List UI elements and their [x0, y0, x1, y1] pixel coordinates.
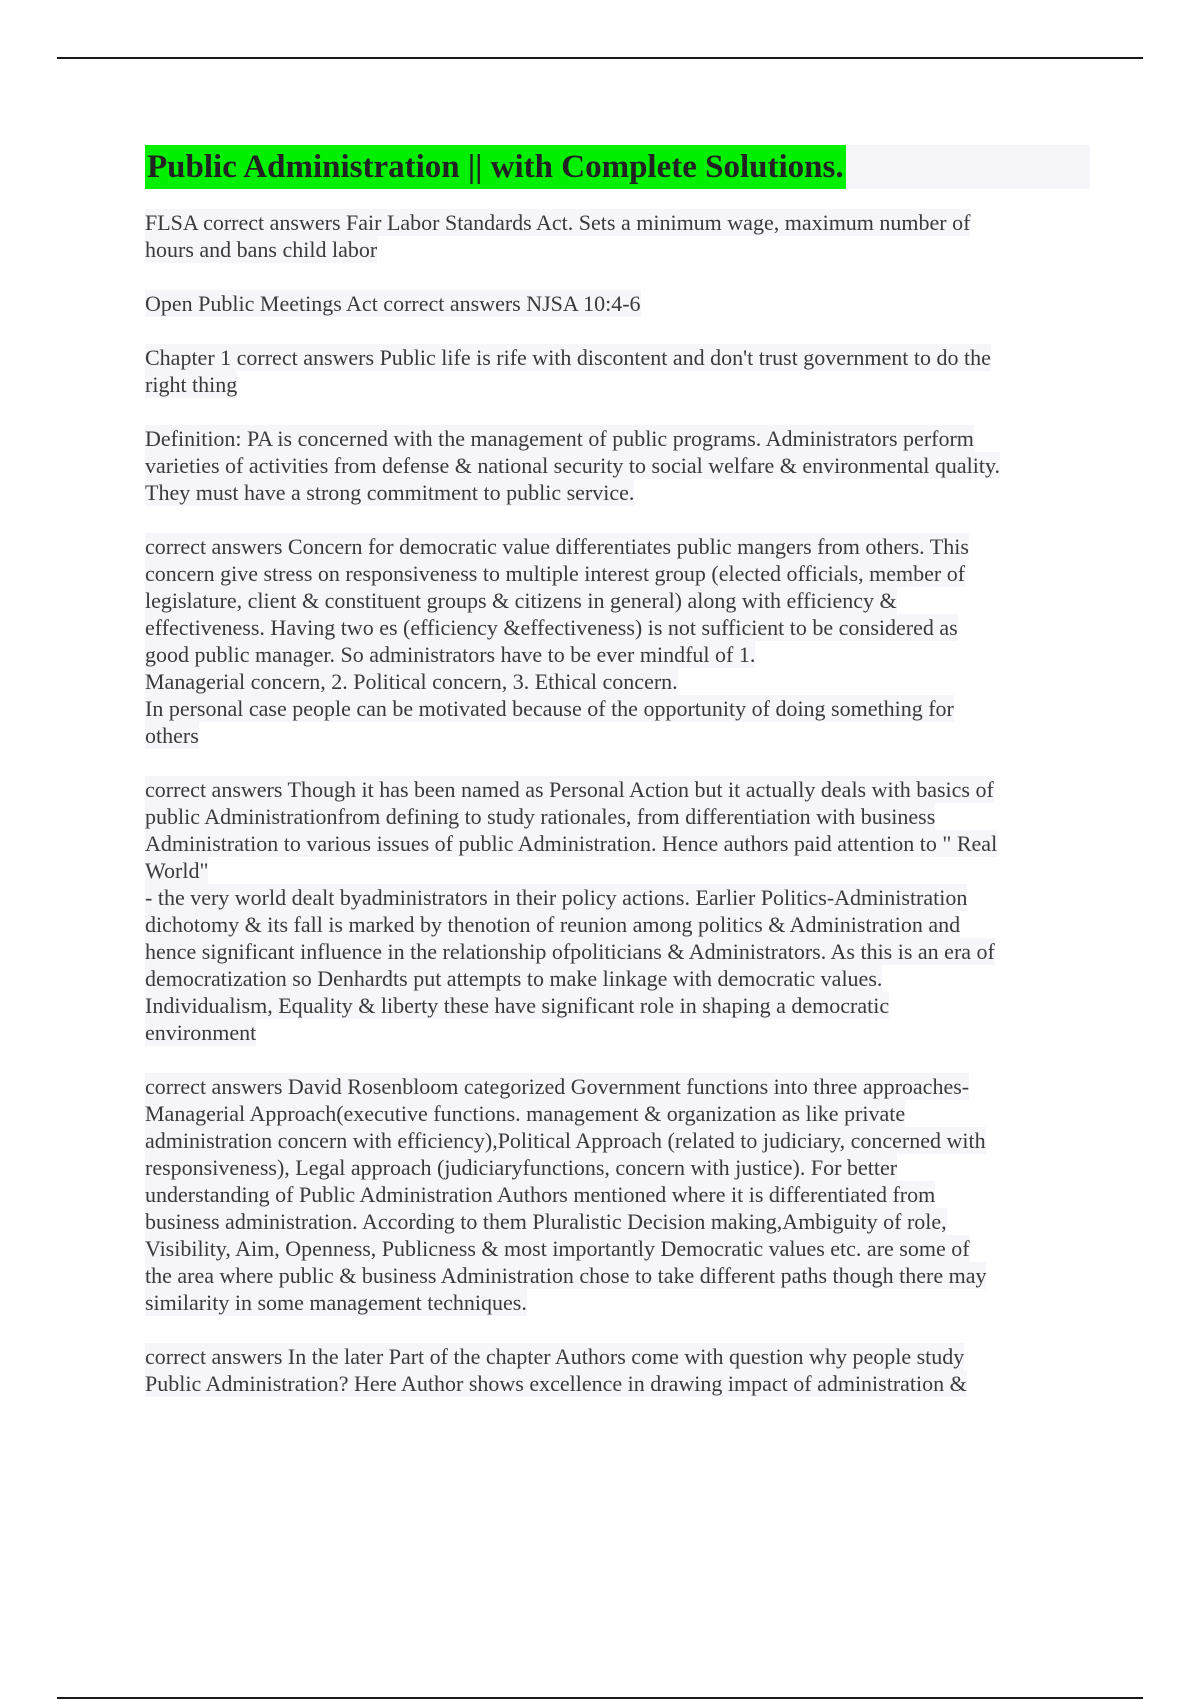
- paragraph-line: correct answers David Rosenbloom categorized Government functions into three approaches-: [145, 1074, 970, 1099]
- paragraph-line: They must have a strong commitment to public service.: [145, 480, 635, 505]
- paragraph-line: administration concern with efficiency),Political Approach (related to judiciary, concerned with: [145, 1128, 986, 1153]
- paragraph-line: right thing: [145, 372, 238, 397]
- paragraph-line: dichotomy & its fall is marked by thenotion of reunion among politics & Administration and: [145, 912, 961, 937]
- paragraph-line: the area where public & business Administration chose to take different paths though there may: [145, 1263, 987, 1288]
- paragraph-line: correct answers Though it has been named as Personal Action but it actually deals with basics of: [145, 777, 994, 802]
- paragraph-line: hours and bans child labor: [145, 237, 378, 262]
- paragraph-line: similarity in some management techniques.: [145, 1290, 527, 1315]
- header-rule: [57, 57, 1143, 59]
- document-body: [145, 145, 1090, 1424]
- paragraph-line: hence significant influence in the relationship ofpoliticians & Administrators. As this is an era of: [145, 939, 995, 964]
- paragraph: [145, 290, 1090, 317]
- paragraph: [145, 533, 1090, 749]
- paragraph-line: concern give stress on responsiveness to multiple interest group (elected officials, member of: [145, 561, 966, 586]
- paragraph-line: others: [145, 723, 199, 748]
- paragraph-line: In personal case people can be motivated because of the opportunity of doing something for: [145, 696, 954, 721]
- paragraph-line: varieties of activities from defense & national security to social welfare & environmental quality.: [145, 453, 1001, 478]
- paragraph-line: correct answers Concern for democratic value differentiates public mangers from others. This: [145, 534, 969, 559]
- paragraph-line: Chapter 1 correct answers Public life is rife with discontent and don't trust government to do the: [145, 345, 991, 370]
- paragraph-line: Public Administration? Here Author shows excellence in drawing impact of administration &: [145, 1371, 967, 1396]
- paragraph-line: - the very world dealt byadministrators in their policy actions. Earlier Politics-Administration: [145, 885, 968, 910]
- paragraph-line: FLSA correct answers Fair Labor Standards Act. Sets a minimum wage, maximum number of: [145, 210, 971, 235]
- paragraph-line: legislature, client & constituent groups & citizens in general) along with efficiency &: [145, 588, 897, 613]
- paragraph-line: business administration. According to them Pluralistic Decision making,Ambiguity of role,: [145, 1209, 947, 1234]
- paragraph: [145, 1073, 1090, 1316]
- paragraph-line: democratization so Denhardts put attempts to make linkage with democratic values.: [145, 966, 883, 991]
- paragraph-line: public Administrationfrom defining to study rationales, from differentiation with business: [145, 804, 936, 829]
- paragraph: [145, 425, 1090, 506]
- paragraph-line: Open Public Meetings Act correct answers NJSA 10:4-6: [145, 291, 641, 316]
- paragraph-line: good public manager. So administrators have to be ever mindful of 1.: [145, 642, 756, 667]
- paragraph: [145, 776, 1090, 1046]
- paragraph: [145, 1343, 1090, 1397]
- title-band: [145, 145, 1090, 189]
- document-title: Public Administration || with Complete Solutions.: [145, 145, 846, 189]
- paragraph-line: World": [145, 858, 209, 883]
- paragraph-line: Visibility, Aim, Openness, Publicness & most importantly Democratic values etc. are some of: [145, 1236, 970, 1261]
- paragraph-line: correct answers In the later Part of the chapter Authors come with question why people study: [145, 1344, 965, 1369]
- paragraph-list: [145, 209, 1090, 1397]
- paragraph-line: Managerial Approach(executive functions. management & organization as like private: [145, 1101, 906, 1126]
- paragraph-line: Individualism, Equality & liberty these have significant role in shaping a democratic: [145, 993, 890, 1018]
- paragraph-line: Administration to various issues of public Administration. Hence authors paid attention to " Real: [145, 831, 998, 856]
- paragraph-line: environment: [145, 1020, 257, 1045]
- footer-rule: [57, 1697, 1143, 1699]
- paragraph: [145, 344, 1090, 398]
- paragraph-line: Definition: PA is concerned with the management of public programs. Administrators perform: [145, 426, 974, 451]
- paragraph-line: understanding of Public Administration Authors mentioned where it is differentiated from: [145, 1182, 936, 1207]
- paragraph-line: responsiveness), Legal approach (judiciaryfunctions, concern with justice). For better: [145, 1155, 898, 1180]
- paragraph: [145, 209, 1090, 263]
- paragraph-line: Managerial concern, 2. Political concern, 3. Ethical concern.: [145, 669, 678, 694]
- paragraph-line: effectiveness. Having two es (efficiency &effectiveness) is not sufficient to be considered as: [145, 615, 958, 640]
